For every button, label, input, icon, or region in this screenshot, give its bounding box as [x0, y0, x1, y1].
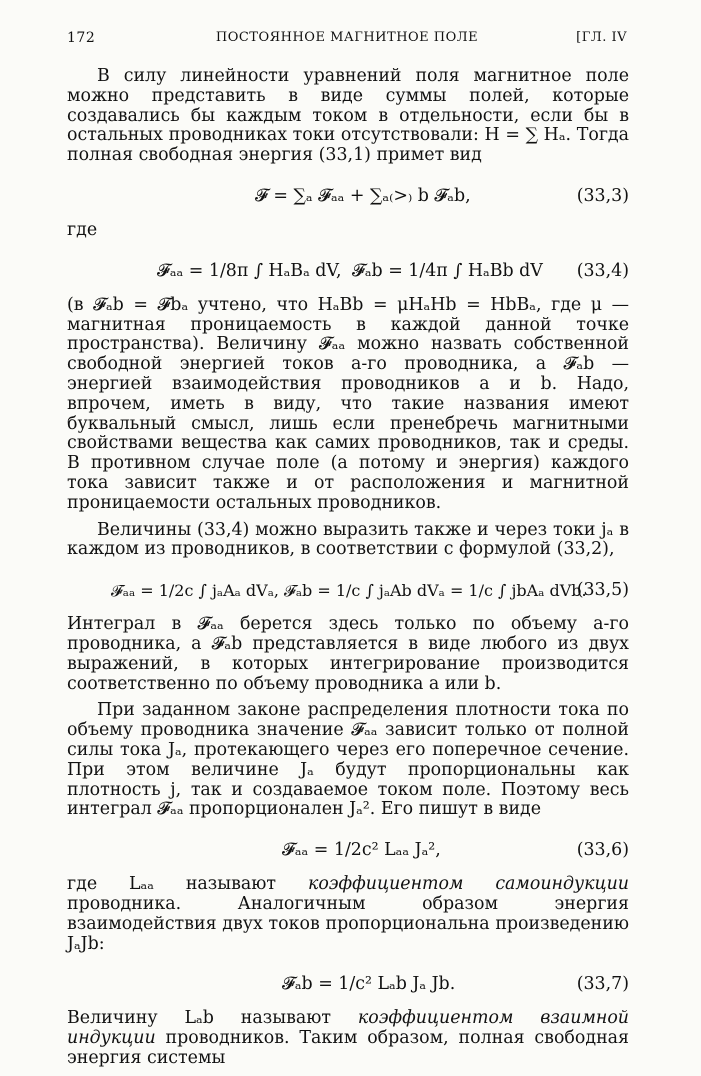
chapter-label: [ГЛ. IV: [576, 30, 627, 45]
paragraph-6-end: проводника. Аналогичным образом энергия взаимодействия двух токов пропорциональна произведению JₐJb:: [67, 893, 629, 954]
page-body: [67, 67, 629, 1076]
equation-33-4-number: (33,4): [576, 260, 629, 281]
paragraph-3: Величины (33,4) можно выразить также и через токи jₐ в каждом из проводников, в соответствии с формулой (33,2),: [67, 519, 629, 560]
page-number: 172: [67, 30, 96, 46]
where-label: где: [67, 219, 98, 240]
equation-33-4: [67, 248, 629, 296]
paragraph-6: [67, 875, 629, 954]
equation-33-5-number: (33,5): [576, 580, 629, 601]
equation-33-4-formula-b: 𝓕ₐb = 1/4π ∫ HₐBb dV: [352, 260, 543, 281]
paragraph-4: Интеграл в 𝓕ₐₐ берется здесь только по объему a-го проводника, а 𝓕ₐb представляется в виде любого из двух выражений, в которых интегрирование производится соответственно по объему проводника a или b.: [67, 614, 629, 694]
paragraph-1: В силу линейности уравнений поля магнитное поле можно представить в виде суммы полей, которые создавались бы каждым током в отдельности, если бы в остальных проводниках токи отсутствовали: H = ∑ Hₐ. Тогда полная свободная энергия (33,1) примет вид: [67, 66, 629, 166]
equation-33-3-formula: 𝓕 = ∑ₐ 𝓕ₐₐ + ∑ₐ₍>₎ b 𝓕ₐb,: [255, 186, 471, 207]
equation-33-7-formula: 𝓕ₐb = 1/c² Lₐb Jₐ Jb.: [282, 974, 456, 995]
term-mutual-inductance: коэффициентом взаимной индукции: [67, 1008, 629, 1049]
equation-33-5: [67, 567, 629, 615]
paragraph-2: (в 𝓕ₐb = 𝓕bₐ учтено, что HₐBb = μHₐHb = HbBₐ, где μ — магнитная проницаемость в каждой данной точке пространства). Величину 𝓕ₐₐ можно назвать собственной свободной энергией токов a-го проводника, а 𝓕ₐb — энергией взаимодействия проводников a и b. Надо, впрочем, иметь в виду, что такие названия имеют буквальный смысл, лишь если пренебречь магнитными свойствами вещества как самих проводников, так и среды. В противном случае поле (а потому и энергия) каждого тока зависит также и от расположения и магнитной проницаемости остальных проводников.: [67, 294, 629, 513]
paragraph-6-start: где Lₐₐ называют: [67, 874, 277, 895]
equation-33-7-number: (33,7): [576, 974, 629, 995]
equation-33-7: [67, 961, 629, 1009]
paragraph-5: При заданном законе распределения плотности тока по объему проводника значение 𝓕ₐₐ зависит только от полной силы тока Jₐ, протекающего через его поперечное сечение. При этом величине Jₐ будут пропорциональны как плотность j, так и создаваемое током поле. Поэтому весь интеграл 𝓕ₐₐ пропорционален Jₐ². Его пишут в виде: [67, 700, 629, 820]
equation-33-6-number: (33,6): [576, 840, 629, 861]
paragraph-7-start: Величину Lₐb называют: [67, 1008, 331, 1029]
equation-33-6: [67, 827, 629, 875]
equation-33-6-formula: 𝓕ₐₐ = 1/2c² Lₐₐ Jₐ²,: [282, 840, 441, 861]
running-title: ПОСТОЯННОЕ МАГНИТНОЕ ПОЛЕ: [215, 30, 479, 45]
equation-33-3: [67, 173, 629, 221]
equation-33-4-formula-a: 𝓕ₐₐ = 1/8π ∫ HₐBₐ dV,: [157, 260, 342, 281]
running-header: [67, 30, 627, 50]
term-self-inductance: коэффициентом самоиндукции: [307, 874, 629, 895]
equation-33-5-formula: 𝓕ₐₐ = 1/2c ∫ jₐAₐ dVₐ, 𝓕ₐb = 1/c ∫ jₐAb dVₐ = 1/c ∫ jbAₐ dVb.: [111, 581, 587, 601]
equation-33-3-number: (33,3): [576, 186, 629, 207]
paragraph-7: [67, 1009, 629, 1068]
paragraph-7-end: проводников. Таким образом, полная свободная энергия системы: [67, 1028, 629, 1068]
